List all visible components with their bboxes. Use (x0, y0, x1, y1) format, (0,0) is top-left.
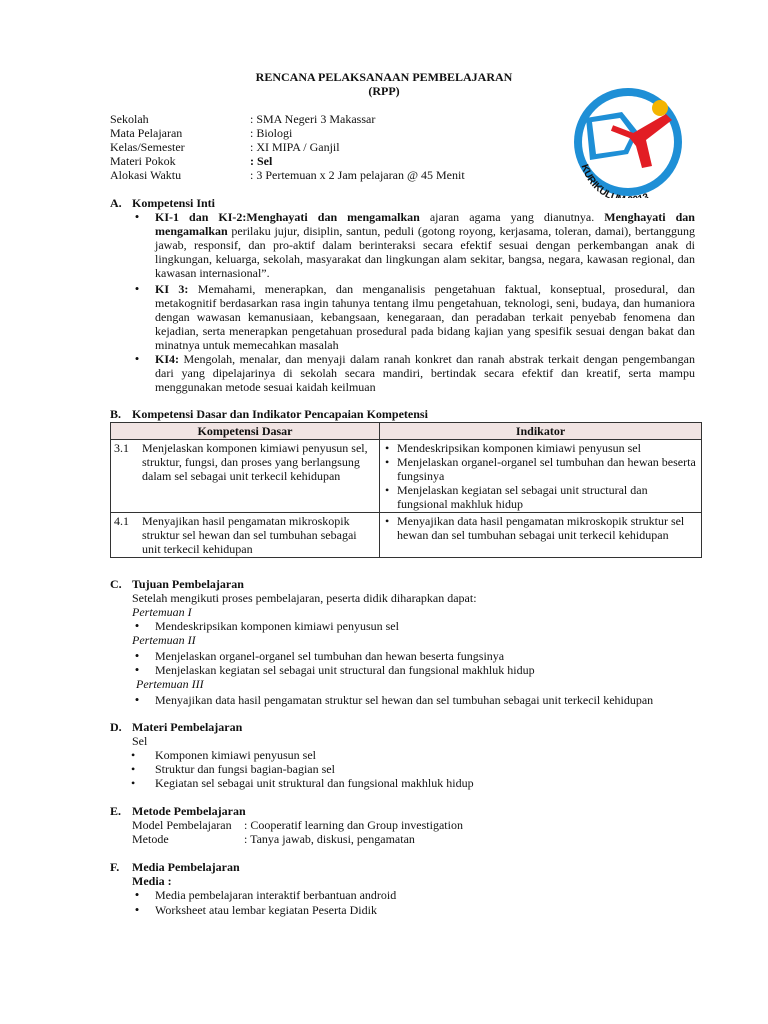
bullet-ki4 (132, 352, 142, 366)
indicator-item: • Menjelaskan kegiatan sel sebagai unit structural dan fungsional makhluk hidup (383, 483, 698, 511)
identity-value-topic: : Sel (250, 154, 273, 168)
table-row (111, 440, 702, 513)
section-a-title: Kompetensi Inti (132, 196, 216, 210)
list-item: Struktur dan fungsi bagian-bagian sel (155, 762, 335, 776)
kd-text: Menyajikan hasil pengamatan mikroskopik struktur sel hewan dan sel tumbuhan sebagai unit terkecil kehidupan (142, 514, 357, 556)
section-c-heading: C. Tujuan Pembelajaran (110, 577, 244, 591)
model-value: : Cooperatif learning dan Group investigation (244, 818, 463, 832)
list-item: Menjelaskan kegiatan sel sebagai unit structural dan fungsional makhluk hidup (155, 663, 535, 677)
pertemuan-2-label: Pertemuan II (132, 633, 196, 647)
section-b-heading: B. Kompetensi Dasar dan Indikator Pencapaian Kompetensi (110, 407, 428, 421)
table-header-kd: Kompetensi Dasar (111, 423, 380, 440)
section-d-title: Materi Pembelajaran (132, 720, 243, 734)
identity-label-topic: Materi Pokok (110, 154, 176, 168)
section-d-subject: Sel (132, 734, 148, 748)
identity-value-class: : XI MIPA / Ganjil (250, 140, 340, 154)
section-e-title: Metode Pembelajaran (132, 804, 246, 818)
list-item: Media pembelajaran interaktif berbantuan android (155, 888, 397, 902)
ki1-paragraph: KI-1 dan KI-2:Menghayati dan mengamalkan ajaran agama yang dianutnya. Menghayati dan mengamalkan perilaku jujur, disiplin, santun, peduli (gotong royong, kerjasama, toleran, damai), bertanggung jawab, responsif, dan pro-aktif dalam berinteraksi secara efektif sesuai dengan perkembangan anak di lingkungan, keluarga, sekolah, masyarakat dan lingkungan alam sekitar, bangsa, negara, kawasan regional, dan kawasan internasional”. (155, 210, 695, 280)
identity-label-school: Sekolah (110, 112, 149, 126)
document-subtitle: (RPP) (368, 84, 400, 98)
metode-value: : Tanya jawab, diskusi, pengamatan (244, 832, 415, 846)
section-c-title: Tujuan Pembelajaran (132, 577, 244, 591)
kd-text: Menjelaskan komponen kimiawi penyusun sel, struktur, fungsi, dan proses yang berlangsung dalam sel sebagai unit terkecil kehidupan (142, 441, 368, 483)
identity-label-time: Alokasi Waktu (110, 168, 182, 182)
section-a-heading: A. Kompetensi Inti (110, 196, 216, 210)
identity-value-time: : 3 Pertemuan x 2 Jam pelajaran @ 45 Menit (250, 168, 465, 182)
indicator-item: • Menyajikan data hasil pengamatan mikroskopik struktur sel hewan dan sel tumbuhan sebagai unit terkecil kehidupan (383, 514, 698, 542)
identity-value-subject: : Biologi (250, 126, 293, 140)
media-label: Media : (132, 874, 172, 888)
list-item: Worksheet atau lembar kegiatan Peserta Didik (155, 903, 377, 917)
logo-text: KURIKULU 3 (578, 163, 651, 198)
section-e-heading: E. Metode Pembelajaran (110, 804, 246, 818)
section-c-intro: Setelah mengikuti proses pembelajaran, peserta didik diharapkan dapat: (132, 591, 477, 605)
list-item: Menyajikan data hasil pengamatan struktur sel hewan dan sel tumbuhan sebagai unit terkecil kehidupan (155, 693, 654, 707)
kompetensi-table (110, 422, 702, 558)
identity-value-school: : SMA Negeri 3 Makassar (250, 112, 376, 126)
bullet-ki1 (132, 210, 142, 224)
table-header-indikator: Indikator (380, 423, 702, 440)
bullet-ki3 (132, 282, 142, 296)
table-header-row (111, 423, 702, 440)
kd-number: 3.1 (114, 441, 129, 455)
list-item: Mendeskripsikan komponen kimiawi penyusun sel (155, 619, 399, 633)
ki4-paragraph: KI4: Mengolah, menalar, dan menyaji dalam ranah konkret dan ranah abstrak terkait dengan pengembangan dari yang dipelajarinya di sekolah secara mandiri, bertindak secara efektif dan kreatif, serta mampu menggunakan metode sesuai kaidah keilmuan (155, 352, 695, 394)
metode-label: Metode (132, 832, 169, 846)
indicator-item: • Menjelaskan organel-organel sel tumbuhan dan hewan beserta fungsinya (383, 455, 698, 483)
ki3-paragraph: KI 3: Memahami, menerapkan, dan menganalisis pengetahuan faktual, konseptual, prosedural, dan metakognitif berdasarkan rasa ingin tahunya tentang ilmu pengetahuan, teknologi, seni, budaya, dan humaniora dengan wawasan kemanusiaan, kebangsaan, kenegaraan, dan peradaban terkait penyebab fenomena dan kejadian, serta menerapkan pengetahuan prosedural pada bidang kajian yang spesifik sesuai dengan bakat dan minatnya untuk memecahkan masalah (155, 282, 696, 352)
model-label: Model Pembelajaran (132, 818, 232, 832)
section-f-title: Media Pembelajaran (132, 860, 240, 874)
section-b-title: Kompetensi Dasar dan Indikator Pencapaian Kompetensi (132, 407, 428, 421)
pertemuan-1-label: Pertemuan I (132, 605, 192, 619)
kurikulum-2013-logo (568, 88, 686, 198)
indicator-item: • Mendeskripsikan komponen kimiawi penyusun sel (383, 441, 698, 455)
list-item: Kegiatan sel sebagai unit struktural dan fungsional makhluk hidup (155, 776, 474, 790)
section-d-heading: D. Materi Pembelajaran (110, 720, 243, 734)
table-row (111, 513, 702, 558)
list-item: Menjelaskan organel-organel sel tumbuhan dan hewan beserta fungsinya (155, 649, 505, 663)
document-title: RENCANA PELAKSANAAN PEMBELAJARAN (255, 70, 513, 84)
identity-label-subject: Mata Pelajaran (110, 126, 183, 140)
section-f-heading: F. Media Pembelajaran (110, 860, 240, 874)
kd-number: 4.1 (114, 514, 129, 528)
pertemuan-3-label: Pertemuan III (136, 677, 204, 691)
identity-label-class: Kelas/Semester (110, 140, 185, 154)
list-item: Komponen kimiawi penyusun sel (155, 748, 316, 762)
